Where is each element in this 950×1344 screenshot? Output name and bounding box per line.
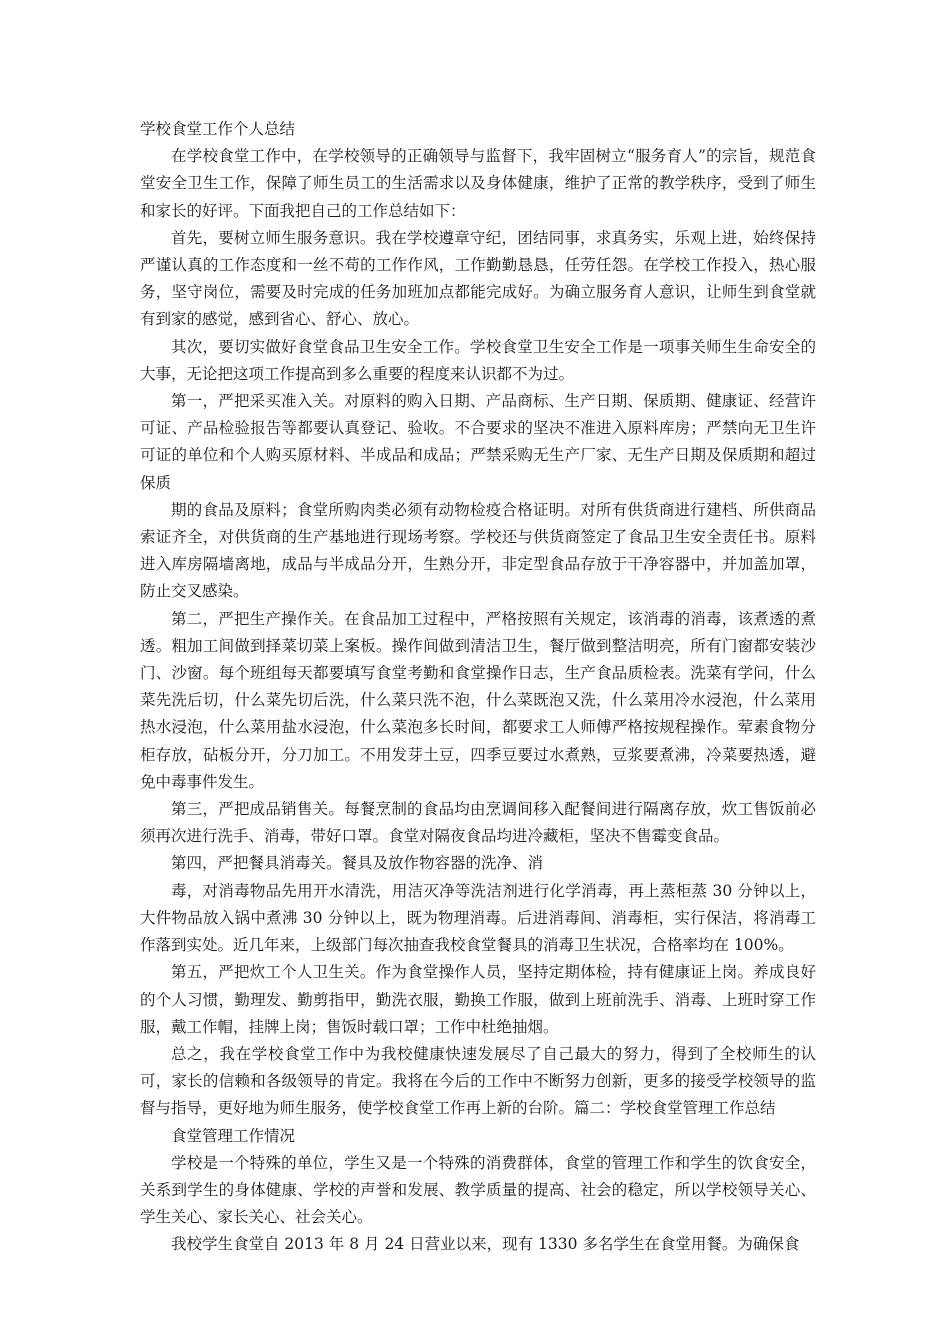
paragraph-personal-hygiene: 第五，严把炊工个人卫生关。作为食堂操作人员，坚持定期体检，持有健康证上岗。养成良好的个人习惯，勤理发、勤剪指甲，勤洗衣服，勤换工作服，做到上班前洗手、消毒、上班时穿工作服，戴工作帽，挂牌上岗；售饭时载口罩；工作中杜绝抽烟。 — [140, 963, 816, 1036]
document-page — [140, 116, 816, 1259]
paragraph-sales: 第三，严把成品销售关。每餐烹制的食品均由烹调间移入配餐间进行隔离存放，炊工售饭前必须再次进行洗手、消毒，带好口罩。食堂对隔夜食品均进冷藏柜，坚决不售霉变食品。 — [140, 800, 816, 846]
paragraph-canteen-opening: 我校学生食堂自 2013 年 8 月 24 日营业以来，现有 1330 多名学生在食堂用餐。为确保食 — [171, 1235, 800, 1254]
paragraph-service-awareness: 首先，要树立师生服务意识。我在学校遵章守纪，团结同事，求真务实，乐观上进，始终保持严谨认真的工作态度和一丝不苟的工作作风，工作勤勤恳恳，任劳任怨。在学校工作投入，热心服务，坚守岗位，需要及时完成的任务加班加点都能完成好。为确立服务育人意识，让师生到食堂就有到家的感觉，感到省心、舒心、放心。 — [140, 228, 816, 329]
paragraph-intro: 在学校食堂工作中，在学校领导的正确领导与监督下，我牢固树立“服务育人”的宗旨，规范食堂安全卫生工作，保障了师生员工的生活需求以及身体健康，维护了正常的教学秩序，受到了师生和家长的好评。下面我把自己的工作总结如下： — [140, 147, 816, 220]
document-title: 学校食堂工作个人总结 — [140, 120, 296, 138]
paragraph-conclusion: 总之，我在学校食堂工作中为我校健康快速发展尽了自己最大的努力，得到了全校师生的认可，家长的信赖和各级领导的肯定。我将在今后的工作中不断努力创新，更多的接受学校领导的监督与指导，更好地为师生服务，使学校食堂工作再上新的台阶。篇二：学校食堂管理工作总结 — [140, 1044, 816, 1118]
paragraph-production: 第二，严把生产操作关。在食品加工过程中，严格按照有关规定，该消毒的消毒，该煮透的煮透。粗加工间做到择菜切菜上案板。操作间做到清洁卫生，餐厅做到整洁明亮，所有门窗都安装沙门、沙窗。每个班组每天都要填写食堂考勤和食堂操作日志，生产食品质检表。洗菜有学问，什么菜先洗后切，什么菜先切后洗，什么菜只洗不泡，什么菜既泡又洗，什么菜用冷水浸泡，什么菜用热水浸泡，什么菜用盐水浸泡，什么菜泡多长时间，都要求工人师傅严格按规程操作。荤素食物分柜存放，砧板分开，分刀加工。不用发芽土豆，四季豆要过水煮熟，豆浆要煮沸，冷菜要热透，避免中毒事件发生。 — [140, 609, 816, 791]
paragraph-tableware-disinfection: 第四，严把餐具消毒关。餐具及放作物容器的洗净、消 — [171, 854, 544, 873]
paragraph-food-safety: 其次，要切实做好食堂食品卫生安全工作。学校食堂卫生安全工作是一项事关师生生命安全的大事，无论把这项工作提高到多么重要的程度来认识都不为过。 — [140, 337, 816, 383]
section-heading-management: 食堂管理工作情况 — [171, 1126, 296, 1145]
paragraph-purchasing-continued: 期的食品及原料；食堂所购肉类必须有动物检疫合格证明。对所有供货商进行建档、所供商品索证齐全，对供货商的生产基地进行现场考察。学校还与供货商签定了食品卫生安全责任书。原料进入库房隔墙离地，成品与半成品分开，生熟分开，非定型食品存放于干净容器中，并加盖加罩，防止交叉感染。 — [140, 500, 816, 601]
paragraph-purchasing: 第一，严把采买准入关。对原料的购入日期、产品商标、生产日期、保质期、健康证、经营许可证、产品检验报告等都要认真登记、验收。不合要求的坚决不准进入原料库房；严禁向无卫生许可证的单位和个人购买原材料、半成品和成品；严禁采购无生产厂家、无生产日期及保质期和超过保质 — [140, 392, 816, 492]
paragraph-tableware-disinfection-continued: 毒，对消毒物品先用开水清洗，用洁灭净等洗洁剂进行化学消毒，再上蒸柜蒸 30 分钟以上，大件物品放入锅中煮沸 30 分钟以上，既为物理消毒。后进消毒间、消毒柜，实行保洁，将消毒工作落到实处。近几年来，上级部门每次抽查我校食堂餐具的消毒卫生状况，合格率均在 100%。 — [140, 881, 816, 955]
paragraph-school-special: 学校是一个特殊的单位，学生又是一个特殊的消费群体，食堂的管理工作和学生的饮食安全，关系到学生的身体健康、学校的声誉和发展、教学质量的提高、社会的稳定，所以学校领导关心、学生关心、家长关心、社会关心。 — [140, 1153, 816, 1227]
